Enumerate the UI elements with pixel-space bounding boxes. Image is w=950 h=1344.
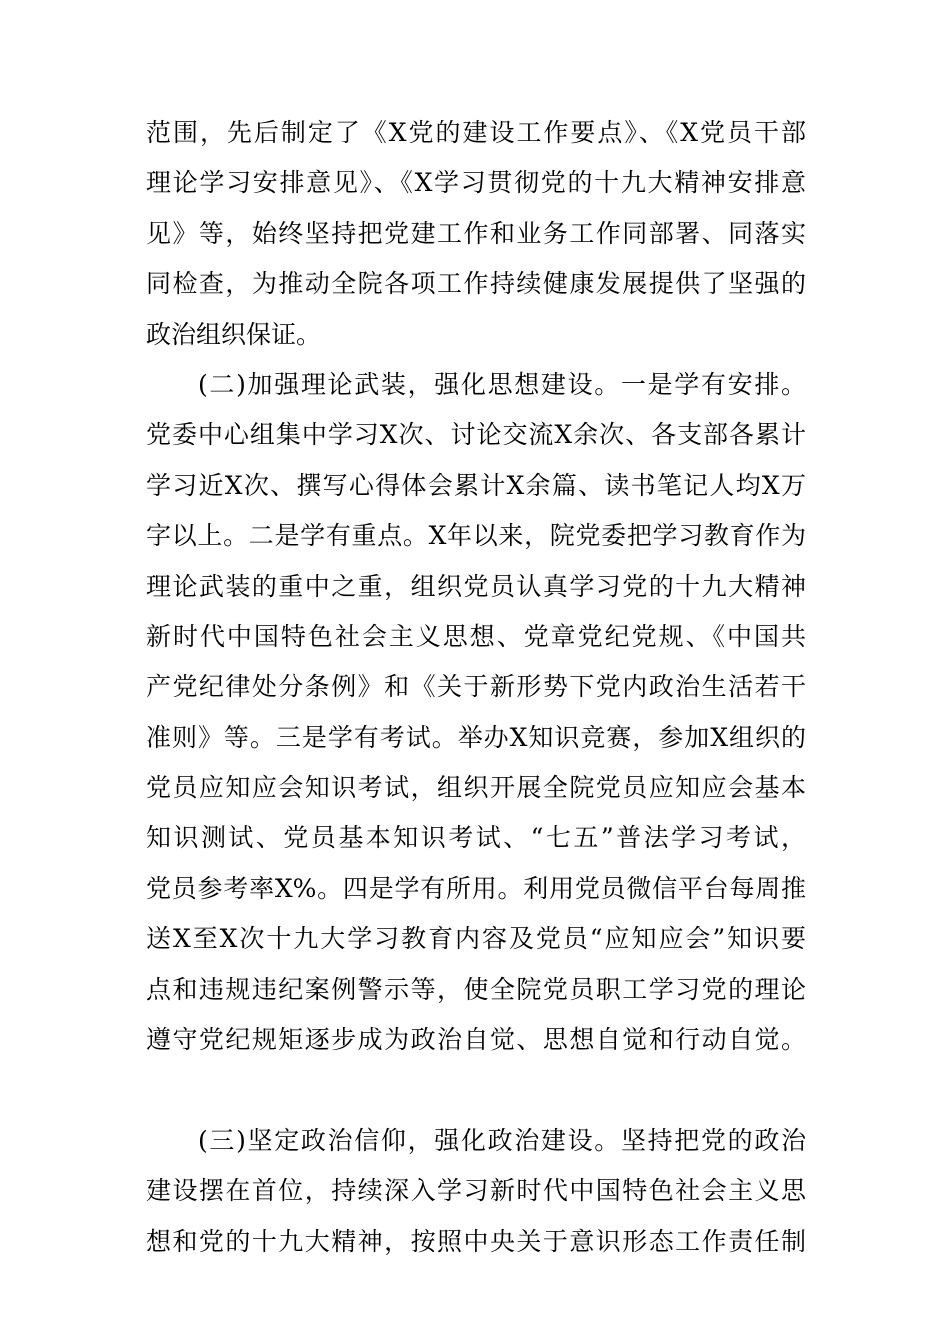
text-line: 准则》等。三是学有考试。举办X知识竞赛，参加X组织的 (146, 722, 806, 752)
document-body (146, 108, 806, 1267)
paragraph-3 (146, 1116, 806, 1267)
text-line: 送X至X次十九大学习教育内容及党员“应知应会”知识要 (146, 924, 806, 954)
text-line: 产党纪律处分条例》和《关于新形势下党内政治生活若干 (146, 672, 806, 702)
text-line: 理论武装的重中之重，组织党员认真学习党的十九大精神 (146, 571, 806, 601)
paragraph-heading-line: (二)加强理论武装，强化思想建设。一是学有安排。 (198, 369, 806, 399)
text-line: 范围，先后制定了《X党的建设工作要点》、《X党员干部 (146, 118, 806, 147)
text-line: 党委中心组集中学习X次、讨论交流X余次、各支部各累计 (146, 420, 806, 450)
text-line: 知识测试、党员基本知识考试、“七五”普法学习考试， (146, 823, 806, 853)
text-line: 遵守党纪规矩逐步成为政治自觉、思想自觉和行动自觉。 (146, 1025, 806, 1055)
text-line: 党员应知应会知识考试，组织开展全院党员应知应会基本 (146, 773, 806, 803)
text-line: 同检查，为推动全院各项工作持续健康发展提供了坚强的 (146, 269, 806, 299)
text-line: 学习近X次、撰写心得体会累计X余篇、读书笔记人均X万 (146, 470, 806, 500)
text-line: 理论学习安排意见》、《X学习贯彻党的十九大精神安排意 (146, 168, 806, 198)
text-line: 建设摆在首位，持续深入学习新时代中国特色社会主义思 (146, 1176, 806, 1206)
text-line: 想和党的十九大精神，按照中央关于意识形态工作责任制 (146, 1226, 806, 1256)
paragraph-1 (146, 108, 806, 360)
text-line: 新时代中国特色社会主义思想、党章党纪党规、《中国共 (146, 621, 806, 651)
text-line (146, 1065, 806, 1115)
text-line: 政治组织保证。 (146, 319, 322, 349)
text-line: 点和违规违纪案例警示等，使全院党员职工学习党的理论 (146, 974, 806, 1004)
paragraph-2 (146, 360, 806, 1116)
text-line: 字以上。二是学有重点。X年以来，院党委把学习教育作为 (146, 521, 806, 551)
text-line: 见》等，始终坚持把党建工作和业务工作同部署、同落实 (146, 218, 806, 248)
paragraph-heading-line: (三)坚定政治信仰，强化政治建设。坚持把党的政治 (198, 1125, 806, 1155)
text-line: 党员参考率X%。四是学有所用。利用党员微信平台每周推 (146, 873, 806, 903)
